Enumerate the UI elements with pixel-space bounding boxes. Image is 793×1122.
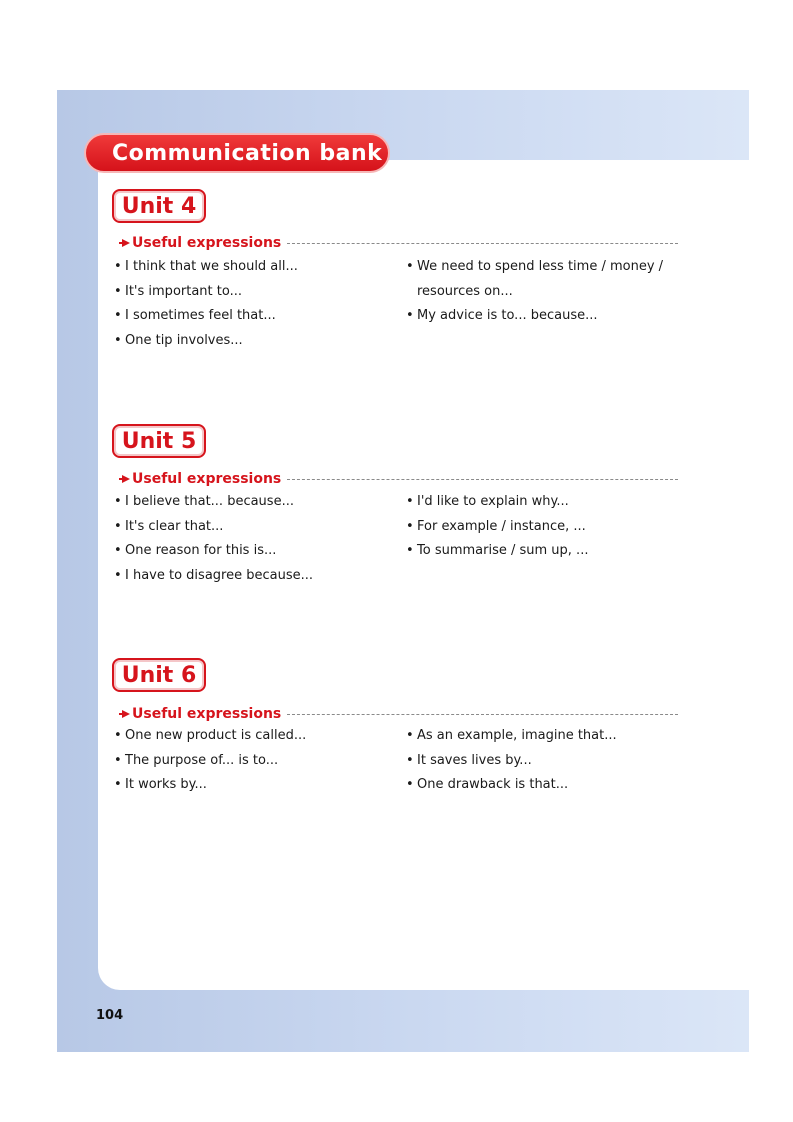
list-item: • One drawback is that... <box>406 777 569 792</box>
section-label: Useful expressions <box>132 706 282 722</box>
section-label: Useful expressions <box>132 235 282 251</box>
list-item: • We need to spend less time / money / resources on... <box>406 259 664 299</box>
communication-bank-banner <box>84 133 390 173</box>
dashed-divider <box>287 714 678 715</box>
list-item: • One reason for this is... <box>114 543 277 558</box>
arrow-right-icon <box>122 239 130 247</box>
section-label: Useful expressions <box>132 471 282 487</box>
list-item: • To summarise / sum up, ... <box>406 543 589 558</box>
unit-5-badge <box>112 424 206 458</box>
list-item: • I'd like to explain why... <box>406 494 569 509</box>
unit-6-right-list <box>406 724 686 798</box>
unit-4-section-header <box>112 234 678 252</box>
dashed-divider <box>287 243 678 244</box>
unit-4-left-list <box>114 255 384 353</box>
unit-badge-label: Unit 6 <box>121 662 197 688</box>
unit-5-section-header <box>112 470 678 488</box>
list-item: • It's important to... <box>114 283 242 299</box>
list-item: • For example / instance, ... <box>406 518 586 534</box>
unit-4-badge <box>112 189 206 223</box>
arrow-right-icon <box>122 710 130 718</box>
unit-badge-label: Unit 4 <box>121 193 197 219</box>
list-item: • I have to disagree because... <box>114 567 313 583</box>
unit-6-section-header <box>112 705 678 723</box>
list-item: • My advice is to... because... <box>406 308 598 323</box>
unit-6-badge <box>112 658 206 692</box>
list-item: • I think that we should all... <box>114 259 298 274</box>
arrow-right-icon <box>122 475 130 483</box>
list-item: • It works by... <box>114 777 207 792</box>
list-item: • I believe that... because... <box>114 494 294 509</box>
list-item: • I sometimes feel that... <box>114 308 276 323</box>
unit-badge-label: Unit 5 <box>121 428 197 454</box>
page-number: 104 <box>96 1008 124 1023</box>
unit-4-right-list <box>406 255 686 329</box>
list-item: • It's clear that... <box>114 518 224 534</box>
list-item: • As an example, imagine that... <box>406 728 617 743</box>
unit-5-left-list <box>114 490 384 588</box>
list-item: • It saves lives by... <box>406 752 532 768</box>
dashed-divider <box>287 479 678 480</box>
list-item: • One tip involves... <box>114 332 243 348</box>
list-item: • One new product is called... <box>114 728 307 743</box>
unit-5-right-list <box>406 490 686 564</box>
list-item: • The purpose of... is to... <box>114 752 279 768</box>
page-title: Communication bank <box>112 140 383 166</box>
unit-6-left-list <box>114 724 384 798</box>
